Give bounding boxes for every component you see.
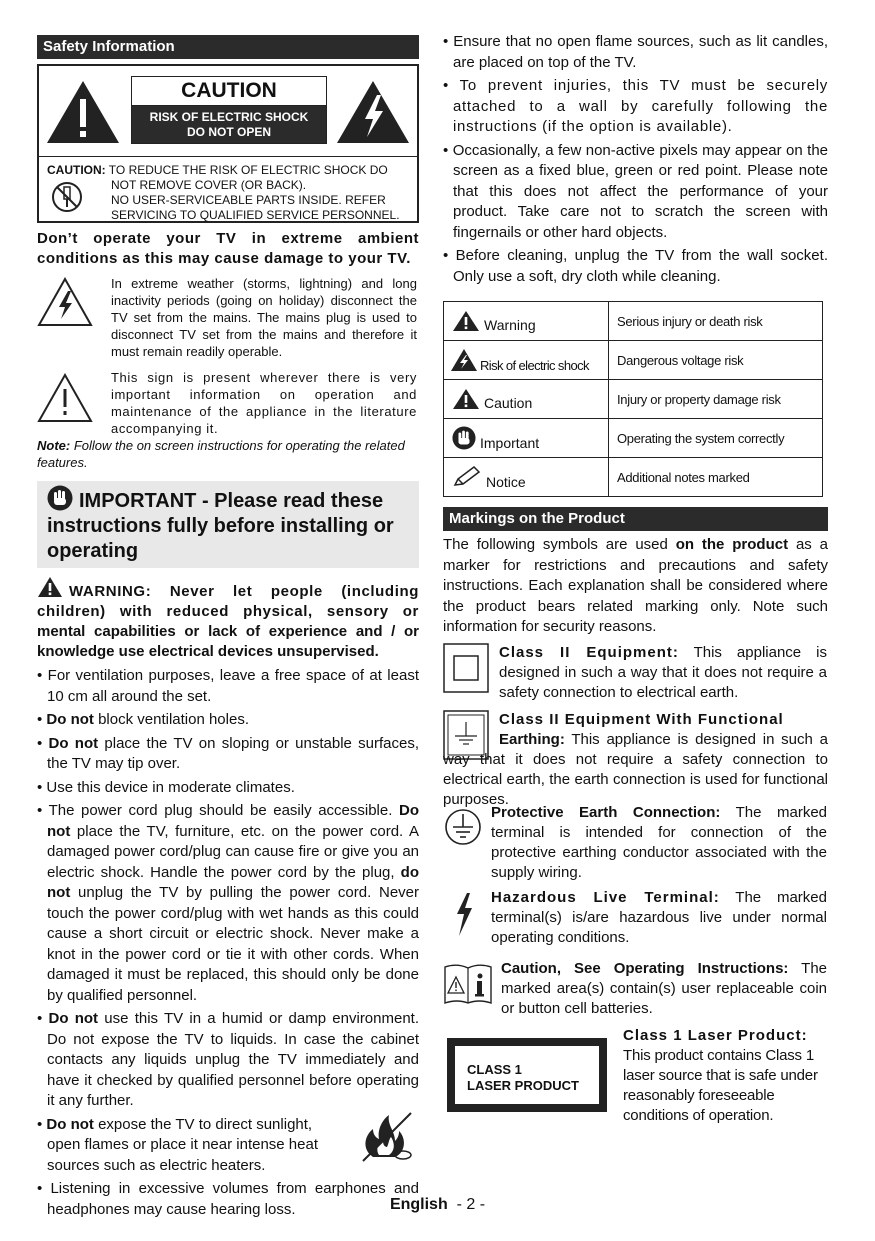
- bullet-bold: Do not: [48, 734, 99, 752]
- bullet-climate: Use this device in moderate climates.: [46, 778, 295, 796]
- caution-box: [37, 64, 419, 223]
- bullet-text: sources such as electric heaters.: [47, 1156, 266, 1174]
- table-row: [444, 458, 823, 497]
- table-desc: Injury or property damage risk: [609, 380, 823, 419]
- hazardous-live-heading: Hazardous Live Terminal:: [491, 888, 720, 906]
- hazardous-live-text: The marked terminal(s) is/are hazardous live under normal operating conditions.: [491, 888, 827, 946]
- table-row: [444, 341, 823, 380]
- bullet-pixels: Occasionally, a few non-active pixels may appear on the screen as a fixed blue, green or red point. Please note that this does not affect the performance of your product. Take care not to scratch the screen with fingernails or other hard objects.: [452, 141, 829, 241]
- bullet-wall-mount: To prevent injuries, this TV must be securely attached to a wall by carefully following the instructions (if the option is available).: [453, 77, 828, 135]
- caution-instructions-item: [443, 959, 828, 1021]
- protective-earth-item: [443, 803, 828, 883]
- hazardous-live-item: [443, 888, 828, 954]
- caution-title: CAUTION: [132, 77, 326, 106]
- laser-text: This product contains Class 1 laser source that is safe under reasonably foreseeable conditions of operation.: [623, 1046, 818, 1124]
- lightning-outline-triangle-icon: [37, 277, 93, 327]
- table-desc: Serious injury or death risk: [609, 302, 823, 341]
- bullet-text: unplug the TV by pulling the power cord. Never touch the power cord/plug with wet hands as this could cause a short circuit or electric shock. Never make a knot in the power cord or tie it with other cords. When damaged it must be replaced, this should only be done by qualified personnel.: [47, 884, 419, 1004]
- exclamation-triangle-icon: [45, 79, 121, 145]
- list-item: • Ensure that no open flame sources, such as lit candles, are placed on top of the TV.: [443, 33, 828, 71]
- list-item: • For ventilation purposes, leave a free space of at least 10 cm all around the set.: [37, 667, 419, 705]
- warning-paragraph: [37, 576, 419, 662]
- caution-banner: [131, 76, 327, 144]
- table-row: [444, 419, 823, 458]
- right-column: [443, 32, 828, 1136]
- no-fire-icon: [355, 1109, 415, 1165]
- safety-information-header: Safety Information: [37, 35, 419, 59]
- list-item: • The power cord plug should be easily accessible. Do not place the TV, furniture, etc. on the power cord. A damaged power cord/plug can cause fire or give you an electric shock. Handle the power cord by the plug, do not unplug the TV by pulling the power cord. Never touch the power cord/plug with wet hands as this could cause a short circuit or electric shock. Never make a knot in the power cord or tie it with other cords. When damaged it must be replaced, this should only be done by qualified personnel.: [37, 802, 419, 1004]
- class-ii-text: This appliance is designed in such a way that it does not require a safety connection to electrical earth.: [499, 643, 827, 701]
- bullet-flame: Ensure that no open flame sources, such as lit candles, are placed on top of the TV.: [453, 33, 828, 71]
- hand-stop-icon: [47, 485, 73, 511]
- class-ii-heading: Class II Equipment:: [499, 643, 679, 661]
- laser-heading: Class 1 Laser Product:: [623, 1026, 808, 1044]
- table-label: Important: [480, 434, 540, 451]
- bullet-hearing: Listening in excessive volumes from earphones and headphones may cause hearing loss.: [47, 1180, 419, 1218]
- right-bullet-list: [443, 32, 828, 287]
- caution-instructions-text: The marked area(s) contain(s) user replaceable coin or button cell batteries.: [501, 959, 827, 1017]
- bullet-bold: Do not: [47, 802, 419, 840]
- bullet-bold: Do not: [46, 711, 94, 728]
- laser-item: [443, 1026, 828, 1136]
- symbol-table: [443, 301, 823, 497]
- list-item: • Before cleaning, unplug the TV from the wall socket. Only use a soft, dry cloth while cleaning.: [443, 247, 828, 285]
- intro-text: as a marker for restrictions and precautions and safety instructions. Each explanation shall be considered where the product bears related marking only. Note such information for security reasons.: [443, 536, 828, 635]
- warning-triangle-icon: [452, 310, 480, 332]
- caution-do-not-open: DO NOT OPEN: [186, 125, 271, 139]
- caution-risk-text: RISK OF ELECTRIC SHOCK: [149, 110, 309, 124]
- bullet-cleaning: Before cleaning, unplug the TV from the wall socket. Only use a soft, dry cloth while cleaning.: [453, 247, 828, 285]
- extreme-weather-text: In extreme weather (storms, lightning) and long inactivity periods (going on holiday) disconnect the TV set from the mains. The mains plug is used to disconnect TV set from the mains and therefore it must remain readily operable.: [111, 276, 417, 359]
- table-row: [444, 380, 823, 419]
- list-item: • Use this device in moderate climates.: [37, 778, 295, 796]
- important-heading: IMPORTANT - Please read these instructions fully before installing or operating: [47, 490, 394, 562]
- table-row: [444, 302, 823, 341]
- bullet-bold: do not: [47, 863, 419, 901]
- pencil-icon: [452, 465, 482, 489]
- electric-triangle-icon: [450, 348, 478, 372]
- note: [37, 437, 419, 471]
- bullet-bold: Do not: [46, 1115, 94, 1133]
- laser-label-line-1: CLASS 1: [467, 1061, 522, 1077]
- warning-tail: mental capabilities or lack of experience and / or knowledge use electrical devices unsupervised.: [37, 623, 419, 660]
- caution-line-3: NO USER-SERVICEABLE PARTS INSIDE. REFER: [111, 193, 386, 207]
- page-number: - 2 -: [456, 1196, 486, 1213]
- table-desc: Operating the system correctly: [609, 419, 823, 458]
- bullet-ventilation: For ventilation purposes, leave a free space of at least 10 cm all around the set.: [47, 667, 419, 705]
- note-label: Note:: [37, 438, 71, 453]
- class-ii-functional-heading-2: Earthing:: [499, 730, 565, 748]
- laser-label-box: [447, 1038, 607, 1112]
- bullet-bold: Do not: [48, 1010, 99, 1027]
- table-label: Notice: [486, 473, 526, 490]
- class-ii-icon: [443, 643, 489, 693]
- hand-stop-icon: [452, 426, 476, 450]
- markings-intro: [443, 535, 828, 638]
- exclamation-outline-triangle-icon: [37, 373, 93, 423]
- page-footer: [0, 1196, 875, 1214]
- bullet-text: block ventilation holes.: [93, 711, 249, 728]
- table-desc: Dangerous voltage risk: [609, 341, 823, 380]
- warning-triangle-icon: [37, 576, 63, 598]
- bullet-text: expose the TV to direct sunlight,: [93, 1115, 313, 1133]
- bullet-text: use this TV in a humid or damp environment. Do not expose the TV to liquids. In case the cabinet contacts any liquids unplug the TV immediately and have it checked by qualified personnel before operating it any further.: [47, 1010, 420, 1109]
- protective-earth-text: The marked terminal is intended for connection of the protective earthing conductor associated with the supply wiring.: [491, 803, 827, 881]
- footer-language: English: [389, 1196, 448, 1213]
- caution-label: CAUTION:: [47, 163, 106, 177]
- class-ii-functional-text: This appliance is designed in such a way that it does not require a safety connection to electrical earth, the earth connection is used for functional purposes.: [443, 730, 828, 808]
- list-item: • Do not place the TV on sloping or unstable surfaces, the TV may tip over.: [37, 734, 420, 772]
- left-column: [37, 35, 419, 1223]
- caution-instructions-heading: Caution, See Operating Instructions:: [501, 959, 789, 977]
- class-ii-item: [443, 643, 828, 705]
- class-ii-functional-item: [443, 710, 828, 808]
- protective-earth-icon: [443, 807, 483, 847]
- list-item: • Do not expose the TV to direct sunlight, open flames or place it near intense heat sources such as electric heaters.: [37, 1115, 419, 1177]
- bullet-text: place the TV on sloping or unstable surfaces, the TV may tip over.: [47, 734, 420, 772]
- list-item: • Do not block ventilation holes.: [37, 711, 249, 728]
- caution-triangle-icon: [452, 388, 480, 410]
- table-desc: Additional notes marked: [609, 458, 823, 497]
- safety-bullet-list: [37, 666, 419, 1220]
- caution-book-icon: [443, 963, 493, 1005]
- lightning-triangle-icon: [335, 79, 411, 145]
- intro-text: The following symbols are used: [443, 536, 676, 553]
- no-screwdriver-icon: [51, 181, 83, 213]
- bullet-text: The power cord plug should be easily accessible.: [48, 802, 399, 819]
- class-ii-functional-heading: Class II Equipment With Functional: [499, 710, 784, 728]
- table-label: Caution: [484, 394, 533, 411]
- list-item: • Listening in excessive volumes from earphones and headphones may cause hearing loss.: [37, 1180, 419, 1218]
- warning-head: WARNING: Never let people (including children) with reduced physical, sensory or: [37, 583, 419, 620]
- protective-earth-heading: Protective Earth Connection:: [491, 803, 721, 821]
- important-box: [37, 481, 419, 568]
- caution-line-4: SERVICING TO QUALIFIED SERVICE PERSONNEL.: [111, 208, 400, 222]
- laser-label-line-2: LASER PRODUCT: [467, 1077, 579, 1093]
- intro-bold: on the product: [675, 536, 789, 553]
- list-item: • To prevent injuries, this TV must be securely attached to a wall by carefully following the instructions (if the option is available).: [443, 77, 828, 135]
- list-item: • Do not use this TV in a humid or damp environment. Do not expose the TV to liquids. In case the cabinet contacts any liquids unplug the TV immediately and have it checked by qualified personnel before operating it any further.: [37, 1010, 420, 1109]
- extreme-ambient-warning: Don’t operate your TV in extreme ambient conditions as this may cause damage to your TV.: [37, 230, 419, 267]
- markings-header: Markings on the Product: [443, 507, 828, 531]
- table-label: Risk of electric shock: [480, 357, 589, 373]
- bullet-text: place the TV, furniture, etc. on the power cord. A damaged power cord/plug can cause fire or give you an electric shock. Handle the power cord by the plug,: [47, 822, 419, 881]
- caution-line-2: NOT REMOVE COVER (OR BACK).: [111, 178, 307, 192]
- note-text: Follow the on screen instructions for operating the related features.: [37, 438, 405, 470]
- bullet-text: open flames or place it near intense heat: [47, 1136, 319, 1153]
- hazardous-live-icon: [453, 892, 475, 938]
- sign-text: This sign is present wherever there is very important information on operation and maintenance of the appliance in the literature accompanying it.: [111, 370, 417, 436]
- table-label: Warning: [484, 316, 536, 333]
- caution-line-1: TO REDUCE THE RISK OF ELECTRIC SHOCK DO: [108, 163, 388, 177]
- list-item: • Occasionally, a few non-active pixels may appear on the screen as a fixed blue, green or red point. Please note that this does not affect the performance of your product. Take care not to scratch the screen with fingernails or other hard objects.: [443, 141, 829, 241]
